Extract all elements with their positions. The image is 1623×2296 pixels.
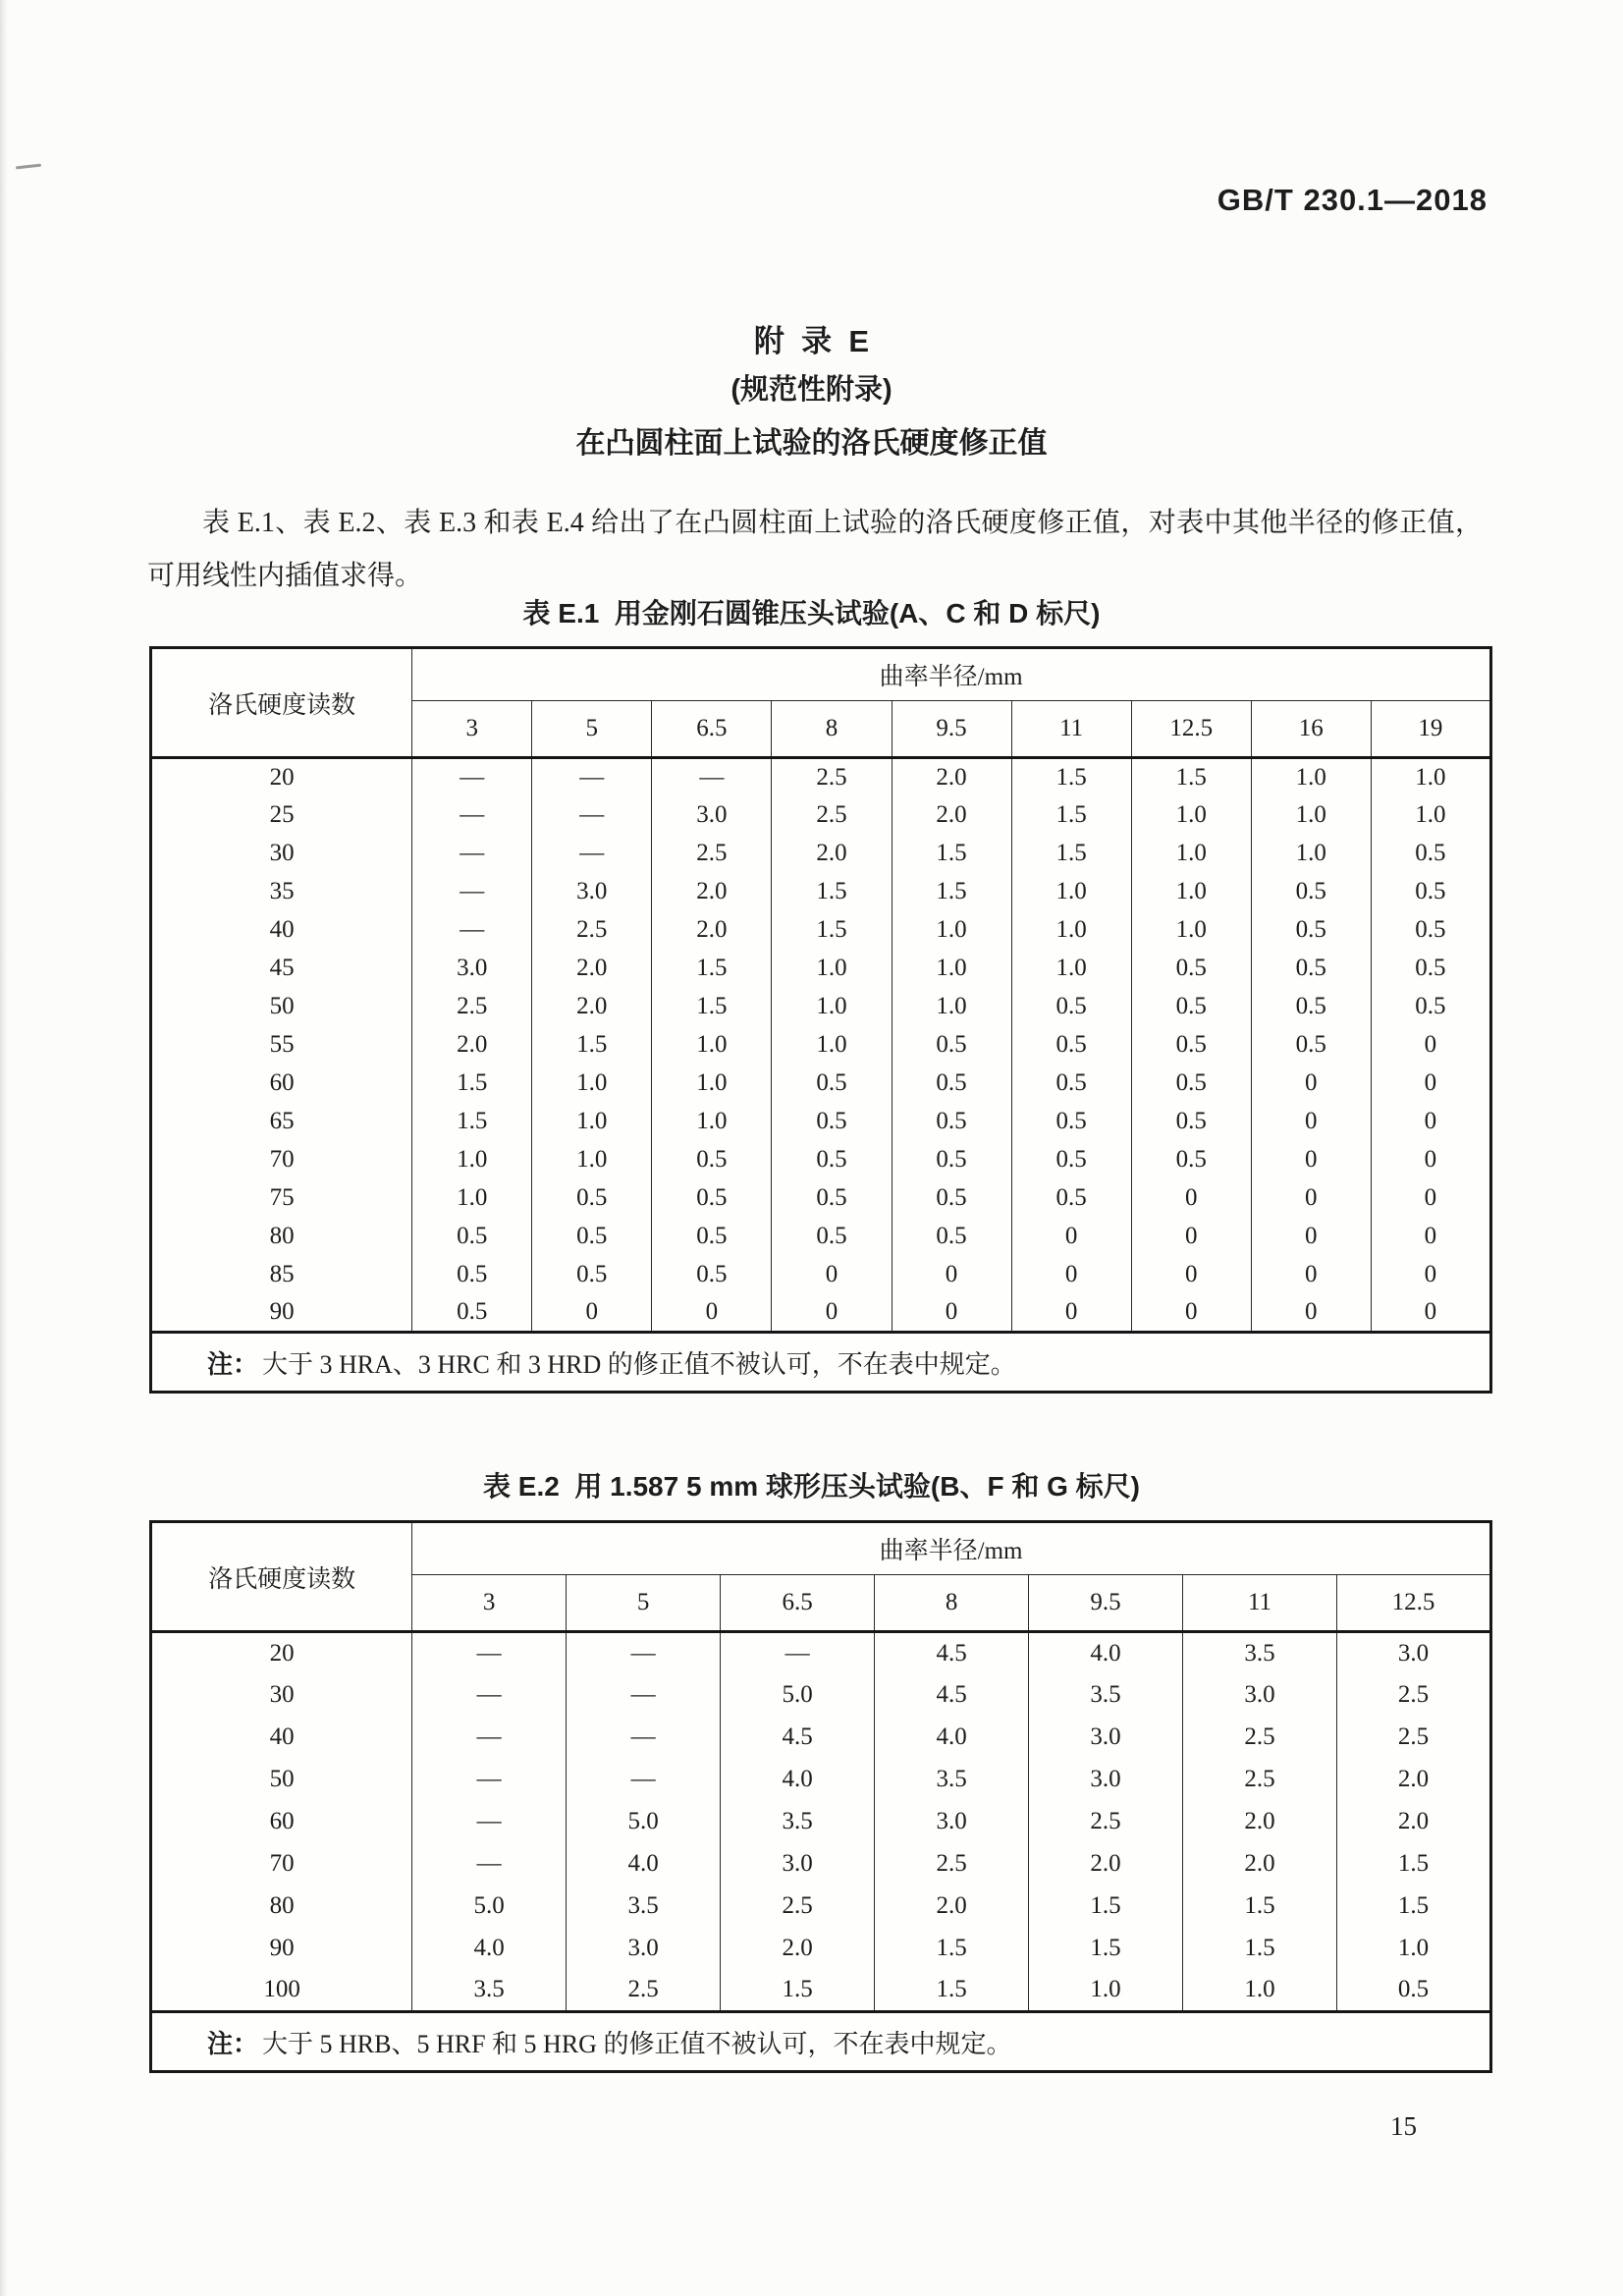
- correction-value-cell: 3.0: [532, 873, 652, 911]
- table-row: [151, 796, 1491, 835]
- radius-col-header: 8: [875, 1575, 1029, 1632]
- page-number: 15: [1390, 2111, 1417, 2141]
- correction-value-cell: 0.5: [1131, 1103, 1251, 1141]
- correction-value-cell: —: [412, 1801, 567, 1843]
- correction-value-cell: 3.0: [1336, 1632, 1490, 1674]
- table-row: [151, 1674, 1491, 1717]
- correction-value-cell: 4.5: [875, 1632, 1029, 1674]
- radius-col-header: 6.5: [721, 1575, 875, 1632]
- correction-value-cell: 0: [1371, 1294, 1490, 1333]
- correction-value-cell: 2.5: [1336, 1717, 1490, 1759]
- correction-value-cell: 1.5: [1011, 835, 1131, 873]
- correction-value-cell: 0.5: [892, 1141, 1011, 1179]
- hardness-reading-cell: 60: [269, 1808, 295, 1834]
- correction-value-cell: —: [412, 911, 532, 950]
- correction-value-cell: 0.5: [652, 1218, 772, 1256]
- table-row: [151, 950, 1491, 988]
- hardness-reading-cell: 50: [269, 1766, 295, 1792]
- correction-value-cell: —: [412, 1674, 567, 1717]
- radius-col-header: 6.5: [652, 701, 772, 758]
- correction-value-cell: 1.0: [892, 988, 1011, 1026]
- hardness-reading-cell: 80: [269, 1223, 295, 1249]
- correction-value-cell: 0.5: [1011, 988, 1131, 1026]
- correction-value-cell: 0: [1371, 1179, 1490, 1218]
- correction-value-cell: 0.5: [772, 1103, 892, 1141]
- correction-value-cell: 0.5: [1131, 1141, 1251, 1179]
- correction-value-cell: 5.0: [567, 1801, 721, 1843]
- correction-value-cell: 2.0: [1336, 1801, 1490, 1843]
- table-row: [151, 1256, 1491, 1294]
- correction-value-cell: 0: [892, 1256, 1011, 1294]
- table-e1-wrapper: [149, 646, 1492, 1394]
- correction-value-cell: —: [412, 758, 532, 796]
- table-row: [151, 911, 1491, 950]
- correction-value-cell: 2.5: [412, 988, 532, 1026]
- table-row: [151, 1843, 1491, 1886]
- note-row: [151, 2012, 1491, 2072]
- correction-value-cell: 3.0: [652, 796, 772, 835]
- correction-value-cell: —: [412, 1717, 567, 1759]
- correction-value-cell: 0.5: [892, 1026, 1011, 1065]
- correction-value-cell: 0: [1251, 1294, 1371, 1333]
- correction-value-cell: 2.5: [532, 911, 652, 950]
- correction-value-cell: 0.5: [1011, 1065, 1131, 1103]
- row-header-label: 洛氏硬度读数: [151, 1522, 412, 1632]
- correction-value-cell: 1.5: [1336, 1843, 1490, 1886]
- correction-value-cell: 0.5: [1371, 873, 1490, 911]
- correction-value-cell: 3.5: [721, 1801, 875, 1843]
- correction-value-cell: 2.0: [652, 873, 772, 911]
- correction-value-cell: 0: [1251, 1256, 1371, 1294]
- radius-col-header: 12.5: [1336, 1575, 1490, 1632]
- table-caption: 表 E.1 用金刚石圆锥压头试验(A、C 和 D 标尺): [522, 598, 1101, 629]
- correction-value-cell: 1.0: [1011, 873, 1131, 911]
- correction-value-cell: —: [721, 1632, 875, 1674]
- hardness-reading-cell: 45: [269, 955, 295, 981]
- correction-value-cell: 1.5: [1011, 758, 1131, 796]
- radius-col-header: 5: [532, 701, 652, 758]
- correction-value-cell: —: [412, 796, 532, 835]
- correction-value-cell: 2.5: [567, 1970, 721, 2012]
- correction-value-cell: 1.0: [412, 1179, 532, 1218]
- correction-value-cell: —: [567, 1717, 721, 1759]
- radius-col-header: 9.5: [1029, 1575, 1183, 1632]
- hardness-reading-cell: 35: [269, 878, 295, 904]
- correction-value-cell: 2.0: [1183, 1843, 1337, 1886]
- hardness-reading-cell: 85: [269, 1261, 295, 1287]
- correction-value-cell: 1.0: [1251, 835, 1371, 873]
- correction-value-cell: 1.0: [1371, 758, 1490, 796]
- correction-value-cell: 1.5: [1029, 1886, 1183, 1928]
- correction-value-cell: 0.5: [892, 1218, 1011, 1256]
- correction-value-cell: 1.5: [892, 873, 1011, 911]
- table-row: [151, 1065, 1491, 1103]
- correction-value-cell: 2.0: [1336, 1759, 1490, 1801]
- correction-value-cell: 1.0: [1029, 1970, 1183, 2012]
- correction-value-cell: 0: [772, 1294, 892, 1333]
- correction-value-cell: 4.5: [875, 1674, 1029, 1717]
- correction-value-cell: 3.5: [875, 1759, 1029, 1801]
- table-row: [151, 758, 1491, 796]
- correction-value-cell: —: [652, 758, 772, 796]
- correction-value-cell: 1.0: [1011, 950, 1131, 988]
- correction-value-cell: 2.5: [1336, 1674, 1490, 1717]
- correction-value-cell: 1.0: [772, 950, 892, 988]
- correction-value-cell: 2.0: [532, 988, 652, 1026]
- correction-value-cell: 0.5: [532, 1218, 652, 1256]
- correction-value-cell: 0: [1131, 1179, 1251, 1218]
- correction-value-cell: 0: [1011, 1294, 1131, 1333]
- correction-value-cell: 2.0: [875, 1886, 1029, 1928]
- correction-value-cell: 1.5: [772, 911, 892, 950]
- correction-value-cell: 1.0: [1336, 1928, 1490, 1970]
- correction-value-cell: 5.0: [721, 1674, 875, 1717]
- correction-value-cell: 0: [1011, 1256, 1131, 1294]
- correction-value-cell: 0: [1371, 1141, 1490, 1179]
- correction-value-cell: 1.0: [652, 1103, 772, 1141]
- correction-value-cell: 1.0: [1251, 796, 1371, 835]
- intro-paragraph: 表 E.1、表 E.2、表 E.3 和表 E.4 给出了在凸圆柱面上试验的洛氏硬度修正值，对表中其他半径的修正值，可用线性内插值求得。: [147, 508, 1483, 591]
- correction-value-cell: 0.5: [1251, 911, 1371, 950]
- table-row: [151, 1026, 1491, 1065]
- correction-value-cell: 3.5: [1183, 1632, 1337, 1674]
- hardness-reading-cell: 40: [269, 1723, 295, 1750]
- table-row: [151, 1632, 1491, 1674]
- correction-value-cell: 3.0: [1029, 1717, 1183, 1759]
- correction-value-cell: —: [567, 1674, 721, 1717]
- radius-col-header: 8: [772, 701, 892, 758]
- correction-value-cell: 2.5: [772, 796, 892, 835]
- note-text: 大于 3 HRA、3 HRC 和 3 HRD 的修正值不被认可，不在表中规定。: [262, 1349, 1016, 1379]
- correction-value-cell: 5.0: [412, 1886, 567, 1928]
- hardness-reading-cell: 20: [269, 763, 295, 791]
- correction-value-cell: 1.0: [1131, 796, 1251, 835]
- table-row: [151, 1928, 1491, 1970]
- correction-value-cell: 1.0: [1183, 1970, 1337, 2012]
- correction-value-cell: 1.5: [875, 1970, 1029, 2012]
- correction-value-cell: 1.5: [721, 1970, 875, 2012]
- table-row: [151, 1103, 1491, 1141]
- correction-value-cell: 3.5: [412, 1970, 567, 2012]
- correction-value-cell: 0.5: [652, 1256, 772, 1294]
- table-row: [151, 1141, 1491, 1179]
- correction-value-cell: 0: [1251, 1065, 1371, 1103]
- correction-value-cell: 1.5: [772, 873, 892, 911]
- correction-value-cell: 0.5: [652, 1141, 772, 1179]
- correction-value-cell: 4.0: [1029, 1632, 1183, 1674]
- correction-value-cell: 2.5: [1183, 1759, 1337, 1801]
- radius-col-header: 16: [1251, 701, 1371, 758]
- correction-value-cell: 0: [1131, 1256, 1251, 1294]
- correction-value-cell: 2.0: [412, 1026, 532, 1065]
- correction-value-cell: 2.0: [1183, 1801, 1337, 1843]
- correction-value-cell: 2.5: [1029, 1801, 1183, 1843]
- correction-value-cell: 0.5: [1371, 988, 1490, 1026]
- correction-value-cell: 0.5: [1131, 1026, 1251, 1065]
- correction-value-cell: 2.0: [532, 950, 652, 988]
- correction-value-cell: 2.0: [892, 796, 1011, 835]
- correction-value-cell: 0.5: [892, 1179, 1011, 1218]
- appendix-heading: 附 录 E: [753, 324, 870, 358]
- correction-value-cell: 0.5: [532, 1256, 652, 1294]
- correction-value-cell: 0.5: [532, 1179, 652, 1218]
- correction-value-cell: 0.5: [892, 1065, 1011, 1103]
- correction-value-cell: 1.0: [1011, 911, 1131, 950]
- hardness-reading-cell: 30: [269, 1681, 295, 1708]
- correction-value-cell: 0: [1251, 1179, 1371, 1218]
- correction-value-cell: 0.5: [412, 1256, 532, 1294]
- correction-value-cell: 0.5: [1011, 1179, 1131, 1218]
- correction-value-cell: 0.5: [1251, 1026, 1371, 1065]
- correction-value-cell: —: [532, 796, 652, 835]
- correction-value-cell: 1.0: [1131, 911, 1251, 950]
- correction-value-cell: 3.0: [721, 1843, 875, 1886]
- correction-value-cell: 1.0: [532, 1141, 652, 1179]
- correction-value-cell: 4.0: [721, 1759, 875, 1801]
- correction-value-cell: 0.5: [1131, 950, 1251, 988]
- correction-value-cell: 1.0: [892, 911, 1011, 950]
- correction-value-cell: 4.0: [412, 1928, 567, 1970]
- scan-artifact: [16, 164, 41, 170]
- radius-col-header: 3: [412, 701, 532, 758]
- correction-value-cell: 0.5: [772, 1218, 892, 1256]
- correction-value-cell: 0.5: [412, 1294, 532, 1333]
- correction-value-cell: 0.5: [652, 1179, 772, 1218]
- col-group-header: 曲率半径/mm: [412, 1522, 1491, 1575]
- correction-value-cell: 2.5: [652, 835, 772, 873]
- correction-value-cell: 1.0: [772, 988, 892, 1026]
- correction-value-cell: 2.5: [772, 758, 892, 796]
- correction-value-cell: 1.5: [1029, 1928, 1183, 1970]
- correction-value-cell: 3.0: [412, 950, 532, 988]
- correction-value-cell: 3.0: [1029, 1759, 1183, 1801]
- table-row: [151, 1179, 1491, 1218]
- correction-value-cell: 0.5: [412, 1218, 532, 1256]
- hardness-reading-cell: 75: [269, 1184, 295, 1211]
- table-row: [151, 1294, 1491, 1333]
- table-row: [151, 1970, 1491, 2012]
- correction-value-cell: —: [412, 1843, 567, 1886]
- correction-value-cell: —: [567, 1759, 721, 1801]
- correction-value-cell: 0: [892, 1294, 1011, 1333]
- table-row: [151, 988, 1491, 1026]
- correction-value-cell: 2.5: [721, 1886, 875, 1928]
- table-e2: [149, 1520, 1492, 2073]
- correction-value-cell: 0: [1371, 1103, 1490, 1141]
- col-group-header: 曲率半径/mm: [412, 648, 1491, 701]
- correction-value-cell: 0: [1251, 1218, 1371, 1256]
- hardness-reading-cell: 100: [263, 1976, 300, 2003]
- hardness-reading-cell: 65: [269, 1108, 295, 1134]
- correction-value-cell: —: [567, 1632, 721, 1674]
- radius-col-header: 11: [1183, 1575, 1337, 1632]
- correction-value-cell: 2.0: [892, 758, 1011, 796]
- correction-value-cell: 1.5: [652, 950, 772, 988]
- hardness-reading-cell: 60: [269, 1069, 295, 1096]
- correction-value-cell: 1.5: [892, 835, 1011, 873]
- appendix-title: 在凸圆柱面上试验的洛氏硬度修正值: [575, 427, 1048, 460]
- correction-value-cell: 0.5: [772, 1065, 892, 1103]
- correction-value-cell: 3.5: [1029, 1674, 1183, 1717]
- correction-value-cell: 0.5: [1371, 835, 1490, 873]
- correction-value-cell: 2.5: [875, 1843, 1029, 1886]
- hardness-reading-cell: 55: [269, 1031, 295, 1058]
- table-row: [151, 1717, 1491, 1759]
- correction-value-cell: 1.0: [1131, 873, 1251, 911]
- correction-value-cell: 1.5: [412, 1103, 532, 1141]
- correction-value-cell: 1.0: [1371, 796, 1490, 835]
- correction-value-cell: 1.0: [412, 1141, 532, 1179]
- table-e1: [149, 646, 1492, 1394]
- hardness-reading-cell: 25: [269, 801, 295, 828]
- correction-value-cell: —: [532, 758, 652, 796]
- correction-value-cell: 1.0: [652, 1065, 772, 1103]
- correction-value-cell: 4.0: [875, 1717, 1029, 1759]
- table-row: [151, 1218, 1491, 1256]
- radius-col-header: 19: [1371, 701, 1490, 758]
- correction-value-cell: 0: [1131, 1218, 1251, 1256]
- correction-value-cell: 3.0: [567, 1928, 721, 1970]
- table-row: [151, 873, 1491, 911]
- note-prefix: 注：: [207, 1348, 259, 1379]
- correction-value-cell: 0.5: [1371, 950, 1490, 988]
- hardness-reading-cell: 30: [269, 840, 295, 866]
- correction-value-cell: 0.5: [1251, 873, 1371, 911]
- table-row: [151, 1801, 1491, 1843]
- hardness-reading-cell: 90: [269, 1298, 295, 1326]
- correction-value-cell: 0: [1251, 1103, 1371, 1141]
- correction-value-cell: 1.5: [412, 1065, 532, 1103]
- correction-value-cell: 2.0: [1029, 1843, 1183, 1886]
- correction-value-cell: 0.5: [1251, 950, 1371, 988]
- correction-value-cell: 0.5: [772, 1179, 892, 1218]
- radius-col-header: 11: [1011, 701, 1131, 758]
- radius-col-header: 3: [412, 1575, 567, 1632]
- correction-value-cell: 1.5: [1011, 796, 1131, 835]
- correction-value-cell: 0.5: [1011, 1103, 1131, 1141]
- correction-value-cell: 1.5: [875, 1928, 1029, 1970]
- hardness-reading-cell: 80: [269, 1892, 295, 1919]
- correction-value-cell: 0: [532, 1294, 652, 1333]
- correction-value-cell: 2.5: [1183, 1717, 1337, 1759]
- correction-value-cell: 1.5: [1183, 1928, 1337, 1970]
- correction-value-cell: 2.0: [772, 835, 892, 873]
- correction-value-cell: 2.0: [721, 1928, 875, 1970]
- correction-value-cell: —: [412, 873, 532, 911]
- table-row: [151, 1886, 1491, 1928]
- correction-value-cell: —: [412, 835, 532, 873]
- correction-value-cell: 1.0: [1251, 758, 1371, 796]
- correction-value-cell: 4.5: [721, 1717, 875, 1759]
- note-text: 大于 5 HRB、5 HRF 和 5 HRG 的修正值不被认可，不在表中规定。: [262, 2029, 1012, 2058]
- hardness-reading-cell: 70: [269, 1146, 295, 1173]
- correction-value-cell: 1.0: [652, 1026, 772, 1065]
- correction-value-cell: 0.5: [892, 1103, 1011, 1141]
- row-header-label: 洛氏硬度读数: [151, 648, 412, 758]
- correction-value-cell: 0: [1131, 1294, 1251, 1333]
- correction-value-cell: 1.0: [1131, 835, 1251, 873]
- radius-col-header: 9.5: [892, 701, 1011, 758]
- standard-code: GB/T 230.1—2018: [1217, 183, 1488, 217]
- hardness-reading-cell: 50: [269, 993, 295, 1019]
- correction-value-cell: 0: [772, 1256, 892, 1294]
- correction-value-cell: 0: [1371, 1065, 1490, 1103]
- table-e2-wrapper: [149, 1520, 1492, 2073]
- table-note: [151, 1333, 1491, 1393]
- hardness-reading-cell: 20: [269, 1639, 295, 1667]
- hardness-reading-cell: 70: [269, 1850, 295, 1877]
- correction-value-cell: 0: [1371, 1256, 1490, 1294]
- table-row: [151, 835, 1491, 873]
- correction-value-cell: —: [412, 1632, 567, 1674]
- note-prefix: 注：: [207, 2028, 259, 2058]
- correction-value-cell: 1.5: [652, 988, 772, 1026]
- correction-value-cell: 0.5: [1251, 988, 1371, 1026]
- correction-value-cell: 0.5: [1131, 1065, 1251, 1103]
- correction-value-cell: 0.5: [1371, 911, 1490, 950]
- correction-value-cell: 2.0: [652, 911, 772, 950]
- correction-value-cell: 1.5: [1183, 1886, 1337, 1928]
- correction-value-cell: 1.0: [772, 1026, 892, 1065]
- correction-value-cell: 0.5: [1011, 1026, 1131, 1065]
- correction-value-cell: 1.0: [532, 1103, 652, 1141]
- table-caption: 表 E.2 用 1.587 5 mm 球形压头试验(B、F 和 G 标尺): [482, 1471, 1140, 1502]
- correction-value-cell: 3.0: [875, 1801, 1029, 1843]
- correction-value-cell: 3.5: [567, 1886, 721, 1928]
- correction-value-cell: 1.0: [532, 1065, 652, 1103]
- correction-value-cell: 0: [1251, 1141, 1371, 1179]
- correction-value-cell: —: [532, 835, 652, 873]
- correction-value-cell: 4.0: [567, 1843, 721, 1886]
- correction-value-cell: 0.5: [1011, 1141, 1131, 1179]
- table-note: [151, 2012, 1491, 2072]
- correction-value-cell: 1.0: [892, 950, 1011, 988]
- note-row: [151, 1333, 1491, 1393]
- correction-value-cell: 0.5: [772, 1141, 892, 1179]
- correction-value-cell: 0: [652, 1294, 772, 1333]
- correction-value-cell: 1.5: [532, 1026, 652, 1065]
- correction-value-cell: 1.5: [1336, 1886, 1490, 1928]
- correction-value-cell: 0: [1011, 1218, 1131, 1256]
- correction-value-cell: 0: [1371, 1026, 1490, 1065]
- correction-value-cell: 0: [1371, 1218, 1490, 1256]
- hardness-reading-cell: 40: [269, 916, 295, 943]
- hardness-reading-cell: 90: [269, 1935, 295, 1961]
- radius-col-header: 12.5: [1131, 701, 1251, 758]
- correction-value-cell: 3.0: [1183, 1674, 1337, 1717]
- correction-value-cell: 0.5: [1336, 1970, 1490, 2012]
- radius-col-header: 5: [567, 1575, 721, 1632]
- table-row: [151, 1759, 1491, 1801]
- appendix-subheading: (规范性附录): [730, 374, 893, 406]
- correction-value-cell: 0.5: [1131, 988, 1251, 1026]
- correction-value-cell: 1.5: [1131, 758, 1251, 796]
- correction-value-cell: —: [412, 1759, 567, 1801]
